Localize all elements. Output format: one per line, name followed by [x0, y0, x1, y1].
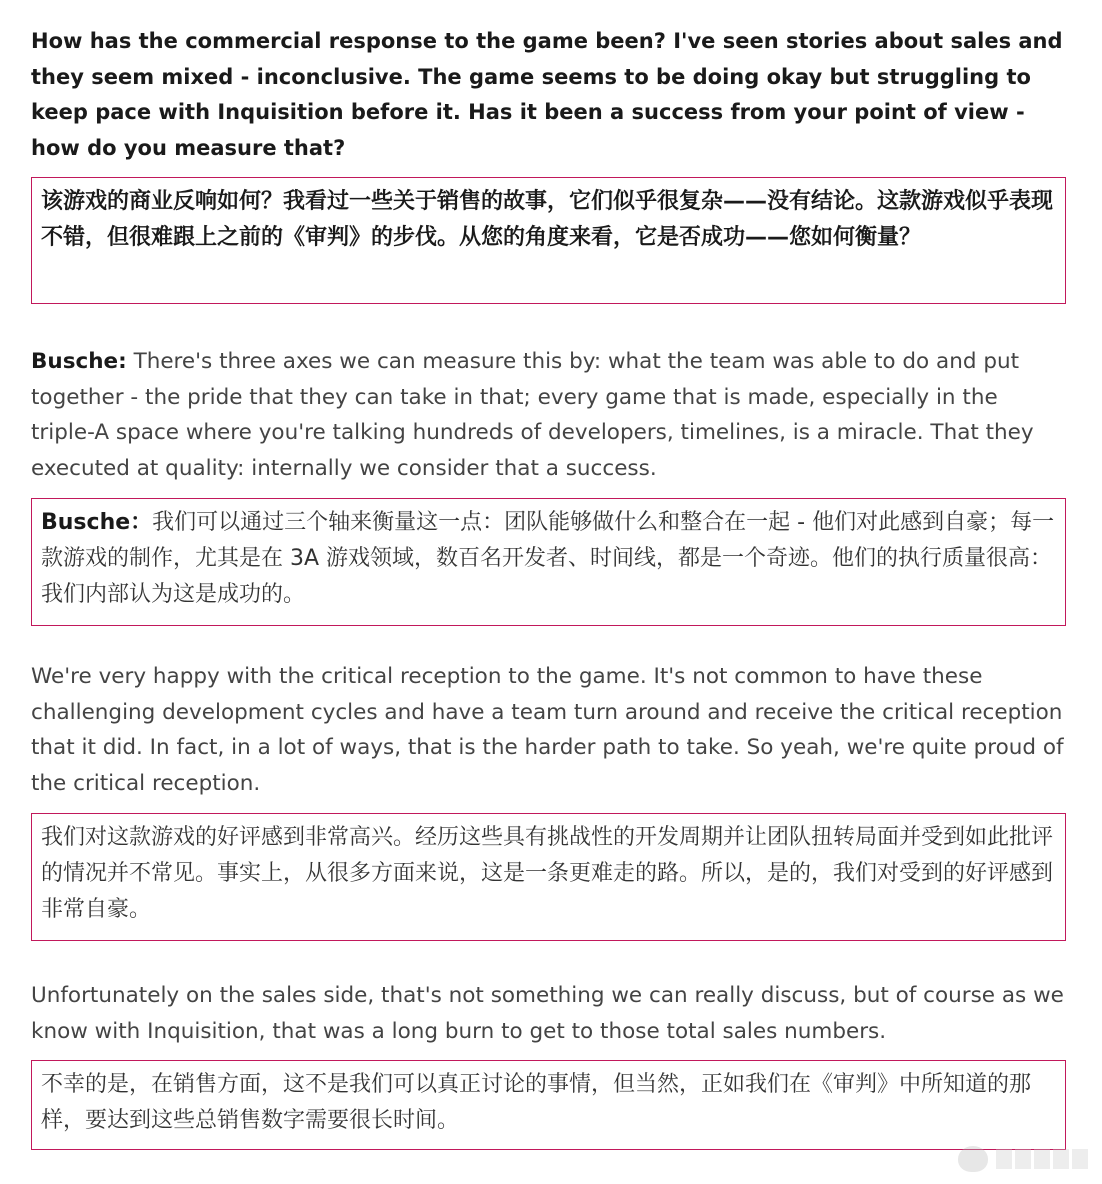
article-body [31, 24, 1066, 1150]
answer-paragraph-1-chinese [41, 505, 1055, 613]
answer-paragraph-3-english: Unfortunately on the sales side, that's not something we can really discuss, but of course as we know with Inquisition, that was a long burn to get to those total sales numbers. [31, 983, 1064, 1044]
question-english: How has the commercial response to the game been? I've seen stories about sales and they seem mixed - inconclusive. The game seems to be doing okay but struggling to keep pace with Inquisition before it. Has it been a success from your point of view - how do you measure that? [31, 29, 1063, 160]
answer-1-translation-box [31, 498, 1066, 626]
answer-paragraph-1-text: There's three axes we can measure this by: what the team was able to do and put together - the pride that they can take in that; every game that is made, especially in the triple-A space where you're talking hundreds of developers, timelines, is a miracle. That they executed at quality: internally we consider that a success. [31, 349, 1034, 481]
watermark-logo-icon [958, 1146, 988, 1172]
watermark-text-icon [996, 1149, 1088, 1169]
answer-paragraph-2-english: We're very happy with the critical reception to the game. It's not common to have these challenging development cycles and have a team turn around and receive the critical reception that it did. In fact, in a lot of ways, that is the harder path to take. So yeah, we're quite proud of the critical reception. [31, 664, 1064, 796]
answer-paragraph-1-chinese-text: 我们可以通过三个轴来衡量这一点：团队能够做什么和整合在一起 - 他们对此感到自豪；每一款游戏的制作，尤其是在 3A 游戏领域，数百名开发者、时间线，都是一个奇迹。他们的执行质量很高：我们内部认为这是成功的。 [41, 510, 1055, 607]
answer-2-translation-box [31, 813, 1066, 941]
speaker-name-chinese: Busche： [41, 510, 153, 535]
question-translation-box [31, 177, 1066, 304]
answer-paragraph-3-chinese: 不幸的是，在销售方面，这不是我们可以真正讨论的事情，但当然，正如我们在《审判》中所知道的那样，要达到这些总销售数字需要很长时间。 [41, 1072, 1032, 1133]
answer-paragraph-1-english [31, 344, 1066, 486]
watermark [958, 1146, 1088, 1172]
speaker-name: Busche: [31, 349, 127, 374]
answer-3-translation-box [31, 1060, 1066, 1150]
question-chinese: 该游戏的商业反响如何？我看过一些关于销售的故事，它们似乎很复杂——没有结论。这款游戏似乎表现不错，但很难跟上之前的《审判》的步伐。从您的角度来看，它是否成功——您如何衡量？ [41, 189, 1054, 250]
answer-paragraph-2-chinese: 我们对这款游戏的好评感到非常高兴。经历这些具有挑战性的开发周期并让团队扭转局面并受到如此批评的情况并不常见。事实上，从很多方面来说，这是一条更难走的路。所以，是的，我们对受到的好评感到非常自豪。 [41, 825, 1054, 922]
